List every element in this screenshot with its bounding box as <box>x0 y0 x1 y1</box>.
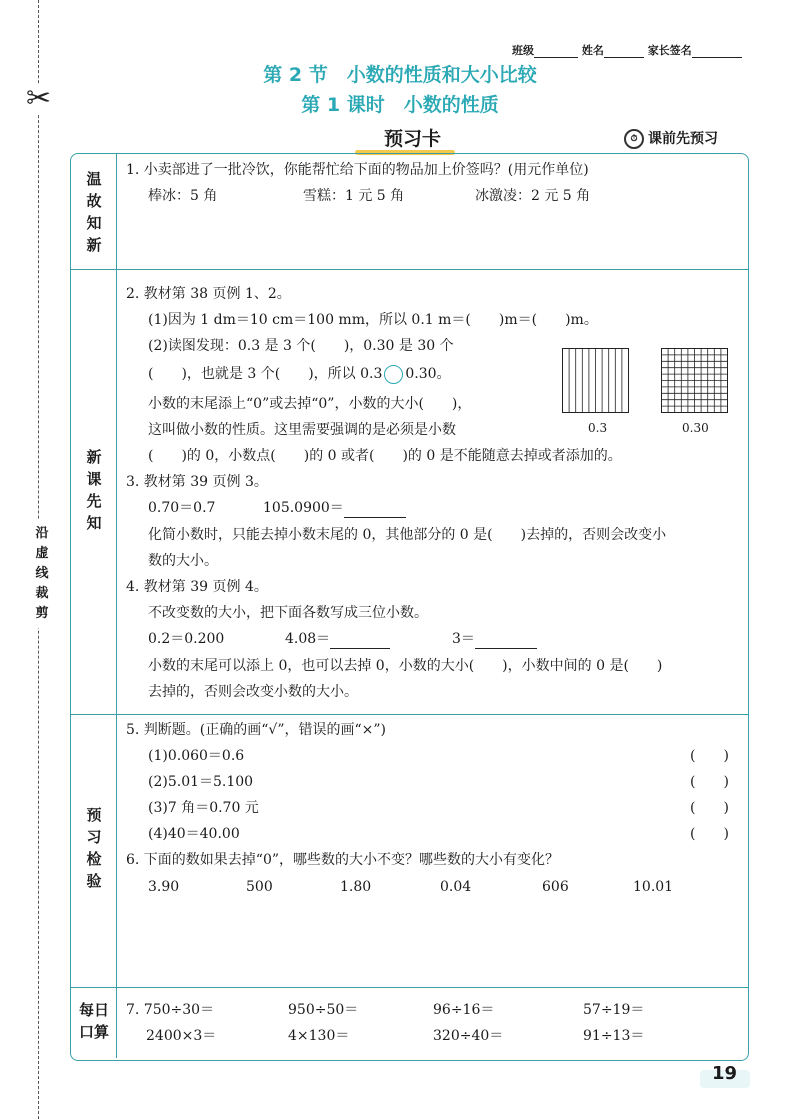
parent-sign-field[interactable] <box>692 45 742 58</box>
mental-math-item: 4×130＝ <box>288 1028 350 1044</box>
q5-item: (4)40＝40.00 <box>148 826 240 842</box>
q6-number: 3.90 <box>148 879 180 895</box>
q5-item: (3)7 角＝0.70 元 <box>148 800 259 816</box>
q2-line: (2)读图发现：0.3 是 3 个( )，0.30 是 30 个 <box>148 338 454 354</box>
q5-item: (1)0.060＝0.6 <box>148 748 245 764</box>
section-label-daily: 每日口算 <box>78 1001 109 1041</box>
q4-example: 0.2＝0.200 <box>148 631 225 647</box>
tenths-grid-figure <box>562 348 630 414</box>
row-divider <box>70 987 749 988</box>
q5-item: (2)5.01＝5.100 <box>148 774 254 790</box>
section-label-new: 新课先知 <box>86 448 102 532</box>
q6-number: 10.01 <box>633 879 674 895</box>
mental-math-item: 7. 750÷30＝ <box>126 1002 215 1018</box>
q4-line: 去掉的，否则会改变小数的大小。 <box>148 684 358 700</box>
preview-badge <box>624 128 718 149</box>
mental-math-item: 91÷13＝ <box>583 1028 645 1044</box>
mental-math-item: 320÷40＝ <box>433 1028 504 1044</box>
q4-exercise: 4.08＝ <box>285 629 390 649</box>
q2-line: (1)因为 1 dm＝10 cm＝100 mm，所以 0.1 m＝( )m＝( )m。 <box>148 312 598 328</box>
q3-line: 数的大小。 <box>148 553 218 569</box>
q4-line: 不改变数的大小，把下面各数写成三位小数。 <box>148 605 428 621</box>
judge-answer-box[interactable]: ( ) <box>690 774 729 790</box>
q1-text: 1. 小卖部进了一批冷饮，你能帮忙给下面的物品加上价签吗？(用元作单位) <box>126 162 589 178</box>
answer-blank[interactable] <box>475 634 537 649</box>
q1-item: 棒冰：5 角 <box>148 188 218 204</box>
q3-heading: 3. 教材第 39 页例 3。 <box>126 474 268 490</box>
q2-line: 小数的末尾添上“0”或去掉“0”，小数的大小( )， <box>148 396 472 412</box>
q2-line: 这叫做小数的性质。这里需要强调的是必须是小数 <box>148 422 456 438</box>
class-label: 班级 <box>512 44 534 57</box>
q3-example: 0.70＝0.7 <box>148 500 216 516</box>
clock-icon: ⏱ <box>624 129 644 149</box>
q4-line: 小数的末尾可以添上 0，也可以去掉 0，小数的大小( )，小数中间的 0 是( ) <box>148 658 663 674</box>
q3-line: 化简小数时，只能去掉小数末尾的 0，其他部分的 0 是( )去掉的，否则会改变小 <box>148 527 667 543</box>
q1-item: 雪糕：1 元 5 角 <box>303 188 405 204</box>
figure-caption: 0.3 <box>588 421 608 435</box>
q4-exercise: 3＝ <box>452 629 537 649</box>
q1-item: 冰激凌：2 元 5 角 <box>475 188 591 204</box>
judge-answer-box[interactable]: ( ) <box>690 800 729 816</box>
row-divider <box>70 714 749 715</box>
preview-label: 课前先预习 <box>648 131 718 147</box>
q3-exercise: 105.0900＝ <box>263 498 406 518</box>
class-field[interactable] <box>534 45 578 58</box>
section-label-check: 预习检验 <box>86 806 102 890</box>
row-divider <box>70 269 749 270</box>
section-label-review: 温故知新 <box>86 170 102 254</box>
answer-blank[interactable] <box>344 503 406 518</box>
q6-number: 606 <box>542 879 569 895</box>
mental-math-item: 57÷19＝ <box>583 1002 645 1018</box>
lesson-title: 第 1 课时 小数的性质 <box>301 94 499 116</box>
q6-number: 500 <box>246 879 273 895</box>
page-number: 19 <box>712 1063 738 1084</box>
mental-math-item: 96÷16＝ <box>433 1002 495 1018</box>
mental-math-item: 2400×3＝ <box>146 1028 217 1044</box>
scissors-icon: ✂ <box>26 81 52 116</box>
q2-heading: 2. 教材第 38 页例 1、2。 <box>126 286 291 302</box>
q2-line: ( )，也就是 3 个( )，所以 0.3 0.30。 <box>148 366 451 382</box>
q5-heading: 5. 判断题。(正确的画“√”，错误的画“×”) <box>126 722 387 738</box>
q6-number: 1.80 <box>340 879 372 895</box>
judge-answer-box[interactable]: ( ) <box>690 748 729 764</box>
compare-circle-answer[interactable] <box>384 365 403 384</box>
q2-line: ( )的 0，小数点( )的 0 或者( )的 0 是不能随意去掉或者添加的。 <box>148 448 622 464</box>
cut-instruction: 沿虚线裁剪 <box>31 520 53 628</box>
answer-blank[interactable] <box>330 634 390 649</box>
q4-heading: 4. 教材第 39 页例 4。 <box>126 579 268 595</box>
card-title: 预习卡 <box>384 128 442 150</box>
mental-math-item: 950÷50＝ <box>288 1002 359 1018</box>
header-fields <box>512 42 742 58</box>
parent-sign-label: 家长签名 <box>647 44 692 57</box>
name-field[interactable] <box>604 45 644 58</box>
label-column-divider <box>116 154 117 1058</box>
q6-number: 0.04 <box>440 879 472 895</box>
hundredths-grid-figure <box>661 348 729 414</box>
judge-answer-box[interactable]: ( ) <box>690 826 729 842</box>
name-label: 姓名 <box>581 44 604 57</box>
q6-heading: 6. 下面的数如果去掉“0”，哪些数的大小不变？哪些数的大小有变化？ <box>126 852 560 868</box>
figure-caption: 0.30 <box>682 421 709 435</box>
section-title: 第 2 节 小数的性质和大小比较 <box>263 64 537 86</box>
